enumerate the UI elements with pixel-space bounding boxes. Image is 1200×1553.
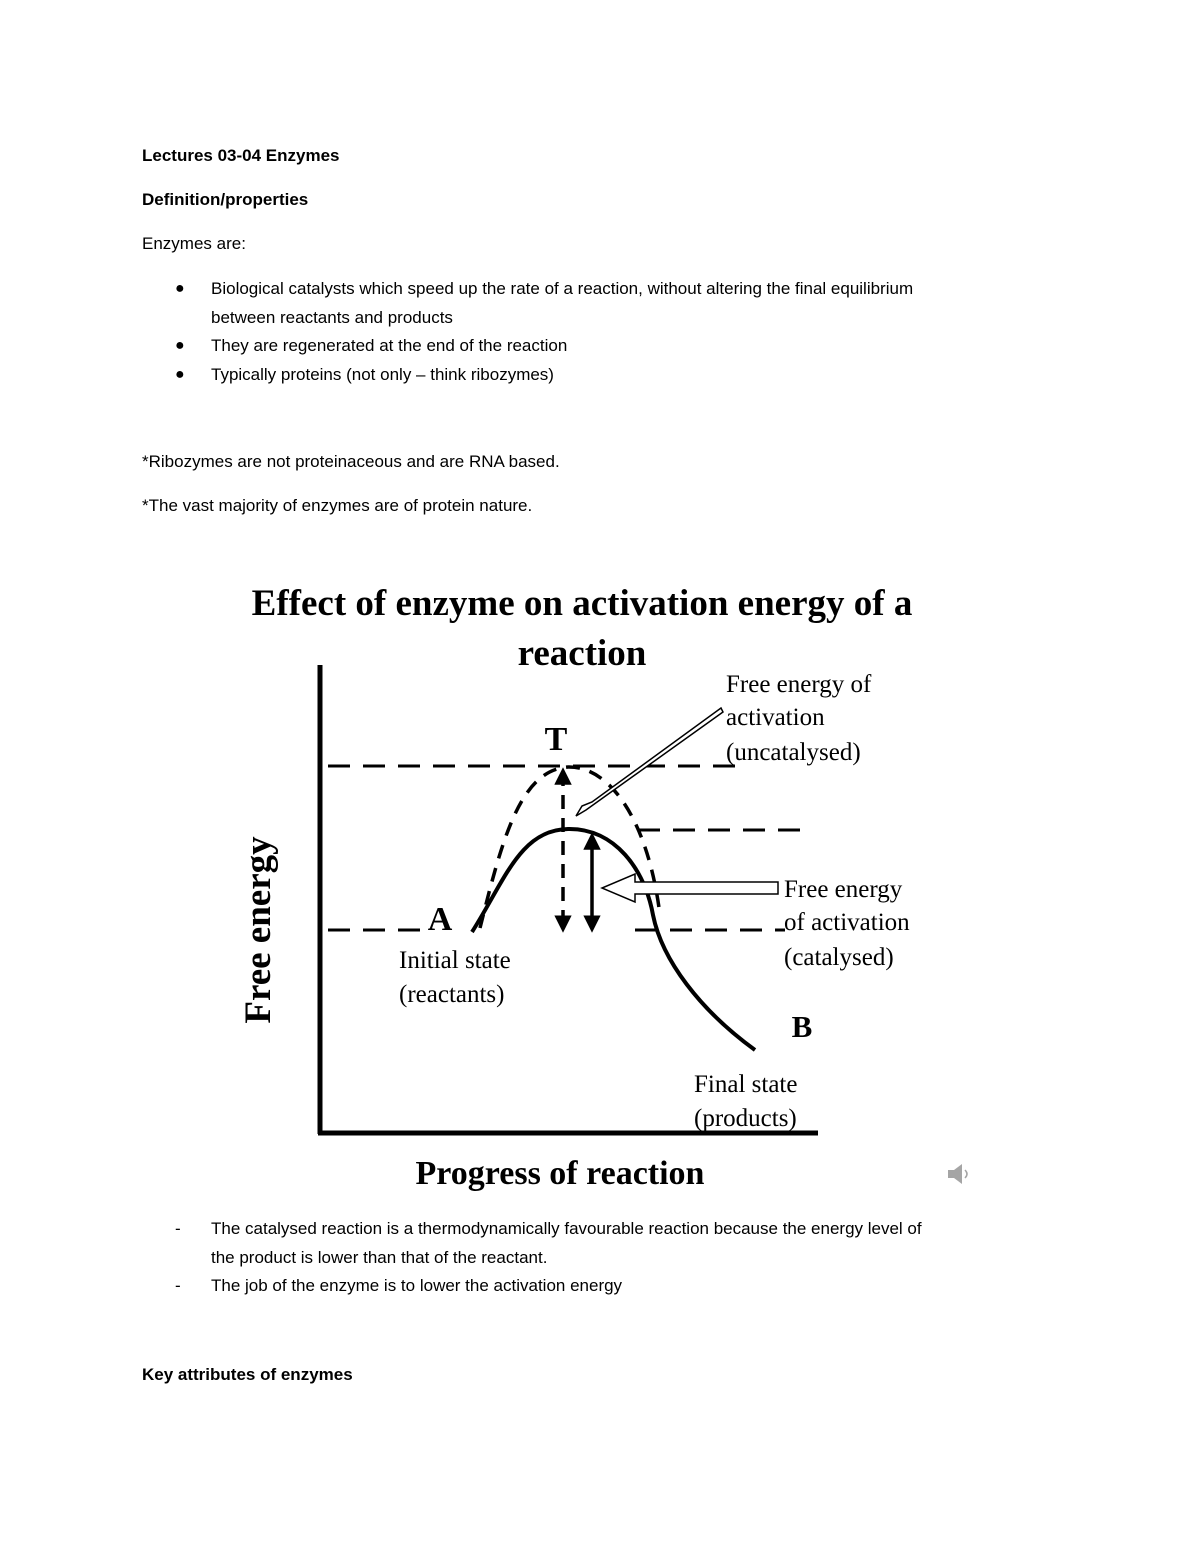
section-subtitle: Definition/properties xyxy=(142,190,309,209)
intro-text: Enzymes are: xyxy=(142,234,246,253)
list-item-text: between reactants and products xyxy=(211,307,453,327)
uncatalysed-pointer-arrow xyxy=(576,708,723,816)
final-state-label: (products) xyxy=(694,1105,797,1132)
list-item xyxy=(142,1215,1062,1272)
summary-list xyxy=(142,1215,1062,1301)
figure-title: Effect of enzyme on activation energy of a xyxy=(251,583,913,624)
list-item xyxy=(142,275,1062,332)
initial-state-label: (reactants) xyxy=(399,981,505,1008)
list-item xyxy=(142,332,1062,361)
list-item-text: The job of the enzyme is to lower the activation energy xyxy=(211,1276,623,1295)
label-a: A xyxy=(427,901,453,938)
list-item-text: They are regenerated at the end of the reaction xyxy=(211,336,568,355)
catalysed-annotation: of activation xyxy=(784,909,910,936)
speaker-icon xyxy=(948,1164,967,1184)
catalysed-pointer-arrow xyxy=(602,874,778,902)
final-state-label: Final state xyxy=(694,1071,798,1098)
y-axis-label: Free energy xyxy=(238,836,279,1024)
dash-marker: - xyxy=(175,1219,181,1238)
catalysed-annotation: Free energy xyxy=(784,876,903,903)
x-axis-label: Progress of reaction xyxy=(415,1155,705,1192)
dash-marker: - xyxy=(175,1276,181,1295)
list-item-text: the product is lower than that of the reactant. xyxy=(211,1247,548,1267)
list-item-text: Typically proteins (not only – think ribozymes) xyxy=(211,364,554,384)
properties-list xyxy=(142,275,1062,389)
catalysed-curve xyxy=(472,829,755,1050)
figure-title: reaction xyxy=(517,633,647,674)
catalysed-annotation: (catalysed) xyxy=(784,944,894,971)
list-item-text: The catalysed reaction is a thermodynamically favourable reaction because the energy level of xyxy=(211,1219,922,1238)
bullet-icon: ● xyxy=(175,280,185,297)
bullet-icon: ● xyxy=(175,337,185,354)
label-t: T xyxy=(544,721,568,758)
bullet-icon: ● xyxy=(175,365,185,383)
page-title: Lectures 03-04 Enzymes xyxy=(142,146,340,165)
uncatalysed-annotation: Free energy of xyxy=(726,671,872,698)
list-item xyxy=(142,1272,1062,1301)
uncatalysed-curve xyxy=(480,767,660,928)
note-text: *The vast majority of enzymes are of protein nature. xyxy=(142,496,533,515)
section-heading: Key attributes of enzymes xyxy=(142,1365,353,1384)
list-item xyxy=(142,361,1062,390)
initial-state-label: Initial state xyxy=(399,947,511,974)
uncatalysed-annotation: (uncatalysed) xyxy=(726,739,861,766)
activation-energy-diagram xyxy=(190,570,990,1200)
note-text: *Ribozymes are not proteinaceous and are RNA based. xyxy=(142,452,560,471)
list-item-text: Biological catalysts which speed up the rate of a reaction, without altering the final equilibrium xyxy=(211,279,914,298)
label-b: B xyxy=(791,1009,813,1044)
uncatalysed-annotation: activation xyxy=(726,704,825,731)
